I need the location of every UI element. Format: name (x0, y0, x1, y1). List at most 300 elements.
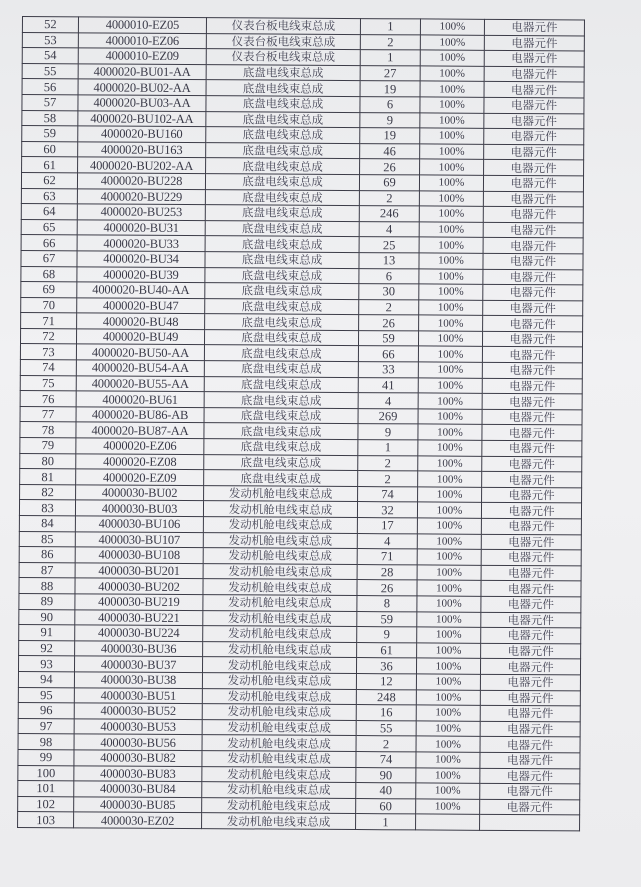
cell-rate: 100% (416, 752, 480, 768)
cell-category: 电器元件 (483, 316, 583, 332)
cell-quantity: 9 (360, 112, 420, 128)
cell-category: 电器元件 (483, 300, 583, 316)
cell-row-number: 54 (22, 48, 78, 64)
cell-part-name: 发动机舱电线束总成 (202, 719, 356, 736)
cell-part-code: 4000020-BU228 (77, 173, 205, 189)
cell-quantity: 246 (359, 206, 419, 222)
cell-category: 电器元件 (483, 222, 583, 238)
cell-category: 电器元件 (481, 565, 581, 581)
cell-quantity: 16 (356, 705, 416, 721)
cell-rate: 100% (418, 346, 482, 362)
cell-part-code: 4000030-BU02 (76, 485, 204, 501)
cell-category: 电器元件 (481, 643, 581, 659)
cell-rate: 100% (419, 268, 483, 284)
cell-row-number: 95 (18, 687, 74, 703)
cell-category: 电器元件 (482, 472, 582, 488)
cell-rate: 100% (419, 284, 483, 300)
cell-part-name: 底盘电线束总成 (204, 407, 358, 424)
cell-category: 电器元件 (484, 160, 584, 176)
cell-quantity: 8 (357, 596, 417, 612)
cell-part-name: 发动机舱电线束总成 (202, 782, 356, 799)
cell-quantity: 32 (357, 502, 417, 518)
cell-category: 电器元件 (482, 440, 582, 456)
cell-part-code: 4000030-BU108 (75, 547, 203, 563)
cell-row-number: 79 (20, 438, 76, 454)
cell-part-code: 4000030-EZ02 (74, 812, 202, 828)
cell-quantity: 9 (357, 627, 417, 643)
cell-part-code: 4000020-BU61 (76, 391, 204, 407)
cell-row-number: 58 (22, 110, 78, 126)
cell-part-name: 底盘电线束总成 (205, 314, 359, 331)
cell-part-code: 4000030-BU224 (75, 625, 203, 641)
table-row (18, 812, 580, 831)
cell-category: 电器元件 (483, 253, 583, 269)
cell-rate: 100% (420, 66, 484, 82)
cell-quantity: 17 (357, 518, 417, 534)
cell-category: 电器元件 (484, 128, 584, 144)
cell-rate: 100% (416, 767, 480, 783)
cell-part-code: 4000030-BU51 (74, 687, 202, 703)
cell-row-number: 78 (20, 422, 76, 438)
cell-row-number: 97 (18, 718, 74, 734)
cell-category: 电器元件 (481, 518, 581, 534)
cell-part-code: 4000030-BU37 (74, 656, 202, 672)
cell-rate: 100% (420, 81, 484, 97)
cell-category: 电器元件 (481, 627, 581, 643)
cell-part-code: 4000030-BU36 (75, 641, 203, 657)
cell-rate: 100% (416, 705, 480, 721)
cell-row-number: 83 (19, 500, 75, 516)
cell-part-code: 4000020-BU39 (77, 266, 205, 282)
cell-category: 电器元件 (484, 35, 584, 51)
cell-rate: 100% (420, 112, 484, 128)
cell-rate: 100% (420, 50, 484, 66)
cell-part-code: 4000020-BU86-AB (76, 407, 204, 423)
cell-part-code: 4000030-BU52 (74, 703, 202, 719)
cell-part-code: 4000020-BU54-AA (76, 360, 204, 376)
cell-quantity: 46 (360, 143, 420, 159)
cell-part-code: 4000030-BU219 (75, 594, 203, 610)
cell-row-number: 96 (18, 703, 74, 719)
cell-quantity: 12 (356, 673, 416, 689)
cell-quantity: 61 (357, 642, 417, 658)
cell-row-number: 60 (22, 141, 78, 157)
cell-part-name: 底盘电线束总成 (204, 361, 358, 378)
cell-category: 电器元件 (480, 799, 580, 815)
cell-row-number: 94 (18, 671, 74, 687)
cell-category: 电器元件 (480, 659, 580, 675)
cell-quantity: 60 (356, 798, 416, 814)
cell-category: 电器元件 (484, 66, 584, 82)
cell-quantity: 19 (360, 81, 420, 97)
cell-quantity: 13 (359, 252, 419, 268)
cell-category: 电器元件 (482, 394, 582, 410)
cell-category: 电器元件 (483, 191, 583, 207)
cell-rate: 100% (418, 331, 482, 347)
cell-quantity: 6 (360, 97, 420, 113)
cell-quantity: 19 (360, 128, 420, 144)
cell-part-name: 发动机舱电线束总成 (203, 517, 357, 534)
cell-category: 电器元件 (480, 674, 580, 690)
cell-quantity: 2 (359, 190, 419, 206)
cell-part-name: 底盘电线束总成 (204, 392, 358, 409)
cell-quantity: 2 (358, 471, 418, 487)
cell-quantity: 41 (358, 377, 418, 393)
cell-part-name: 底盘电线束总成 (204, 345, 358, 362)
cell-rate: 100% (418, 487, 482, 503)
cell-part-name: 发动机舱电线束总成 (203, 610, 357, 627)
cell-part-code: 4000020-BU40-AA (77, 282, 205, 298)
cell-rate: 100% (417, 565, 481, 581)
cell-rate: 100% (418, 471, 482, 487)
cell-quantity: 4 (358, 393, 418, 409)
cell-quantity: 248 (356, 689, 416, 705)
cell-rate: 100% (417, 627, 481, 643)
cell-category: 电器元件 (483, 238, 583, 254)
cell-row-number: 91 (19, 625, 75, 641)
cell-part-code: 4000030-BU107 (75, 531, 203, 547)
cell-rate: 100% (417, 502, 481, 518)
cell-part-code: 4000020-BU55-AA (76, 375, 204, 391)
cell-rate: 100% (420, 97, 484, 113)
cell-row-number: 52 (22, 17, 78, 33)
cell-quantity: 40 (356, 783, 416, 799)
cell-category: 电器元件 (480, 783, 580, 799)
cell-row-number: 75 (20, 375, 76, 391)
cell-quantity: 1 (358, 440, 418, 456)
cell-row-number: 70 (21, 297, 77, 313)
cell-part-code: 4000030-BU221 (75, 609, 203, 625)
parts-table-body (18, 17, 585, 831)
parts-table (17, 16, 585, 831)
cell-part-name: 发动机舱电线束总成 (203, 563, 357, 580)
cell-rate: 100% (419, 175, 483, 191)
cell-quantity: 2 (356, 736, 416, 752)
cell-quantity: 36 (356, 658, 416, 674)
cell-category (480, 815, 580, 831)
cell-rate: 100% (420, 159, 484, 175)
cell-quantity: 66 (358, 346, 418, 362)
cell-part-name: 底盘电线束总成 (205, 189, 359, 206)
cell-part-name: 底盘电线束总成 (206, 96, 360, 113)
cell-rate: 100% (418, 409, 482, 425)
cell-part-code: 4000030-BU202 (75, 578, 203, 594)
cell-row-number: 76 (20, 391, 76, 407)
cell-part-name: 底盘电线束总成 (204, 439, 358, 456)
cell-part-code: 4000030-BU85 (74, 797, 202, 813)
cell-category: 电器元件 (482, 425, 582, 441)
cell-part-name: 发动机舱电线束总成 (203, 532, 357, 549)
cell-category: 电器元件 (480, 690, 580, 706)
cell-category: 电器元件 (484, 51, 584, 67)
cell-part-name: 底盘电线束总成 (205, 205, 359, 222)
cell-part-code: 4000030-BU82 (74, 750, 202, 766)
cell-category: 电器元件 (481, 581, 581, 597)
cell-part-name: 发动机舱电线束总成 (203, 548, 357, 565)
cell-category: 电器元件 (480, 752, 580, 768)
cell-rate: 100% (418, 440, 482, 456)
cell-part-code: 4000020-BU49 (76, 329, 204, 345)
cell-category: 电器元件 (480, 768, 580, 784)
cell-part-name: 底盘电线束总成 (205, 236, 359, 253)
cell-rate: 100% (416, 689, 480, 705)
cell-part-name: 发动机舱电线束总成 (202, 688, 356, 705)
cell-quantity: 25 (359, 237, 419, 253)
cell-part-code: 4000020-BU229 (77, 188, 205, 204)
cell-rate: 100% (420, 128, 484, 144)
cell-part-name: 发动机舱电线束总成 (202, 751, 356, 768)
cell-part-code: 4000020-BU31 (77, 220, 205, 236)
cell-category: 电器元件 (483, 284, 583, 300)
cell-row-number: 57 (22, 94, 78, 110)
cell-part-code: 4000020-BU253 (77, 204, 205, 220)
cell-row-number: 90 (19, 609, 75, 625)
cell-part-name: 底盘电线束总成 (206, 158, 360, 175)
cell-quantity: 2 (358, 455, 418, 471)
cell-part-name: 底盘电线束总成 (205, 283, 359, 300)
cell-part-code: 4000030-BU84 (74, 781, 202, 797)
cell-row-number: 73 (20, 344, 76, 360)
cell-part-code: 4000020-BU50-AA (76, 344, 204, 360)
cell-category: 电器元件 (483, 175, 583, 191)
cell-row-number: 62 (21, 172, 77, 188)
cell-rate: 100% (417, 549, 481, 565)
cell-quantity: 26 (359, 315, 419, 331)
cell-rate: 100% (420, 144, 484, 160)
cell-row-number: 93 (18, 656, 74, 672)
cell-part-code: 4000010-EZ06 (78, 32, 206, 48)
cell-row-number: 63 (21, 188, 77, 204)
cell-rate: 100% (416, 783, 480, 799)
cell-rate: 100% (417, 611, 481, 627)
cell-quantity: 28 (357, 564, 417, 580)
cell-rate: 100% (419, 190, 483, 206)
cell-part-code: 4000020-BU47 (77, 298, 205, 314)
cell-rate: 100% (419, 253, 483, 269)
cell-category: 电器元件 (482, 409, 582, 425)
cell-rate: 100% (417, 534, 481, 550)
cell-quantity: 55 (356, 720, 416, 736)
cell-part-name: 底盘电线束总成 (205, 220, 359, 237)
cell-quantity: 59 (358, 330, 418, 346)
cell-part-name: 发动机舱电线束总成 (202, 766, 356, 783)
cell-row-number: 99 (18, 749, 74, 765)
cell-rate: 100% (420, 19, 484, 35)
cell-part-name: 发动机舱电线束总成 (203, 626, 357, 643)
cell-part-name: 底盘电线束总成 (204, 470, 358, 487)
cell-part-code: 4000020-BU03-AA (78, 95, 206, 111)
printed-sheet (17, 16, 585, 831)
cell-rate: 100% (417, 596, 481, 612)
cell-part-name: 发动机舱电线束总成 (204, 485, 358, 502)
cell-quantity: 9 (358, 424, 418, 440)
cell-part-name: 底盘电线束总成 (206, 111, 360, 128)
cell-part-name: 发动机舱电线束总成 (202, 657, 356, 674)
cell-category: 电器元件 (482, 456, 582, 472)
cell-category: 电器元件 (483, 269, 583, 285)
cell-row-number: 82 (20, 484, 76, 500)
cell-part-name: 仪表台板电线束总成 (206, 33, 360, 50)
cell-quantity: 74 (358, 486, 418, 502)
cell-row-number: 100 (18, 765, 74, 781)
cell-quantity: 2 (360, 34, 420, 50)
cell-row-number: 68 (21, 266, 77, 282)
cell-category: 电器元件 (482, 331, 582, 347)
cell-part-name: 发动机舱电线束总成 (202, 673, 356, 690)
cell-part-name: 底盘电线束总成 (204, 454, 358, 471)
cell-row-number: 81 (20, 469, 76, 485)
cell-part-name: 底盘电线束总成 (205, 298, 359, 315)
cell-category: 电器元件 (481, 596, 581, 612)
cell-part-code: 4000030-BU53 (74, 719, 202, 735)
cell-row-number: 72 (20, 328, 76, 344)
cell-row-number: 74 (20, 360, 76, 376)
cell-rate: 100% (419, 206, 483, 222)
cell-rate: 100% (416, 736, 480, 752)
cell-part-code: 4000030-BU03 (75, 500, 203, 516)
cell-row-number: 86 (19, 547, 75, 563)
cell-row-number: 67 (21, 250, 77, 266)
cell-row-number: 61 (22, 157, 78, 173)
cell-part-name: 发动机舱电线束总成 (203, 579, 357, 596)
cell-category: 电器元件 (484, 19, 584, 35)
cell-part-name: 发动机舱电线束总成 (202, 735, 356, 752)
cell-category: 电器元件 (481, 503, 581, 519)
cell-part-code: 4000030-BU38 (74, 672, 202, 688)
cell-row-number: 102 (18, 796, 74, 812)
cell-row-number: 103 (18, 812, 74, 828)
cell-part-name: 底盘电线束总成 (204, 423, 358, 440)
cell-quantity: 4 (359, 221, 419, 237)
cell-category: 电器元件 (480, 721, 580, 737)
cell-quantity: 30 (359, 284, 419, 300)
cell-part-code: 4000010-EZ09 (78, 48, 206, 64)
cell-category: 电器元件 (481, 534, 581, 550)
cell-quantity: 4 (357, 533, 417, 549)
cell-part-code: 4000020-BU163 (78, 142, 206, 158)
cell-rate: 100% (418, 424, 482, 440)
cell-category: 电器元件 (484, 82, 584, 98)
cell-quantity: 6 (359, 268, 419, 284)
cell-row-number: 87 (19, 562, 75, 578)
cell-quantity: 1 (360, 50, 420, 66)
cell-rate: 100% (416, 674, 480, 690)
cell-part-name: 底盘电线束总成 (204, 376, 358, 393)
cell-part-code: 4000030-BU106 (75, 516, 203, 532)
cell-part-name: 底盘电线束总成 (206, 80, 360, 97)
cell-quantity: 2 (359, 299, 419, 315)
cell-part-name: 发动机舱电线束总成 (202, 797, 356, 814)
cell-category: 电器元件 (483, 206, 583, 222)
cell-part-code: 4000020-BU202-AA (78, 157, 206, 173)
cell-row-number: 66 (21, 235, 77, 251)
cell-row-number: 101 (18, 781, 74, 797)
cell-quantity: 26 (360, 159, 420, 175)
cell-part-name: 发动机舱电线束总成 (203, 595, 357, 612)
cell-row-number: 53 (22, 32, 78, 48)
cell-part-code: 4000020-BU01-AA (78, 64, 206, 80)
cell-part-code: 4000020-BU102-AA (78, 110, 206, 126)
cell-quantity: 69 (359, 175, 419, 191)
cell-part-name: 仪表台板电线束总成 (206, 18, 360, 35)
cell-rate: 100% (416, 658, 480, 674)
cell-part-code: 4000020-BU87-AA (76, 422, 204, 438)
cell-row-number: 55 (22, 63, 78, 79)
cell-quantity: 71 (357, 549, 417, 565)
cell-quantity: 1 (360, 19, 420, 35)
cell-part-name: 底盘电线束总成 (205, 267, 359, 284)
cell-part-code: 4000030-BU83 (74, 765, 202, 781)
cell-rate: 100% (417, 643, 481, 659)
cell-part-code: 4000020-EZ09 (76, 469, 204, 485)
cell-rate: 100% (418, 393, 482, 409)
cell-quantity: 269 (358, 408, 418, 424)
cell-part-code: 4000010-EZ05 (78, 17, 206, 33)
cell-part-code: 4000020-BU33 (77, 235, 205, 251)
cell-rate: 100% (420, 35, 484, 51)
cell-part-code: 4000030-BU56 (74, 734, 202, 750)
cell-part-name: 底盘电线束总成 (206, 142, 360, 159)
cell-row-number: 65 (21, 219, 77, 235)
cell-row-number: 77 (20, 406, 76, 422)
cell-rate: 100% (419, 222, 483, 238)
cell-part-code: 4000020-BU160 (78, 126, 206, 142)
cell-rate: 100% (419, 315, 483, 331)
cell-row-number: 88 (19, 578, 75, 594)
cell-quantity: 1 (356, 814, 416, 830)
cell-rate: 100% (416, 721, 480, 737)
cell-part-name: 发动机舱电线束总成 (202, 704, 356, 721)
cell-row-number: 56 (22, 79, 78, 95)
cell-row-number: 85 (19, 531, 75, 547)
cell-rate: 100% (416, 799, 480, 815)
cell-rate: 100% (418, 378, 482, 394)
cell-row-number: 69 (21, 282, 77, 298)
cell-row-number: 98 (18, 734, 74, 750)
cell-part-name: 底盘电线束总成 (206, 127, 360, 144)
cell-row-number: 80 (20, 453, 76, 469)
cell-rate (416, 814, 480, 830)
cell-row-number: 64 (21, 204, 77, 220)
cell-part-name: 底盘电线束总成 (206, 64, 360, 81)
cell-quantity: 27 (360, 65, 420, 81)
cell-category: 电器元件 (481, 550, 581, 566)
cell-row-number: 59 (22, 126, 78, 142)
cell-category: 电器元件 (482, 487, 582, 503)
cell-category: 电器元件 (484, 113, 584, 129)
cell-category: 电器元件 (480, 737, 580, 753)
cell-part-code: 4000020-EZ06 (76, 438, 204, 454)
cell-part-name: 仪表台板电线束总成 (206, 49, 360, 66)
cell-row-number: 89 (19, 593, 75, 609)
cell-part-code: 4000020-BU48 (77, 313, 205, 329)
cell-part-code: 4000020-EZ08 (76, 453, 204, 469)
cell-part-code: 4000030-BU201 (75, 563, 203, 579)
cell-rate: 100% (417, 518, 481, 534)
cell-part-code: 4000020-BU34 (77, 251, 205, 267)
cell-category: 电器元件 (484, 97, 584, 113)
cell-part-name: 发动机舱电线束总成 (202, 813, 356, 830)
cell-part-name: 底盘电线束总成 (205, 252, 359, 269)
cell-category: 电器元件 (481, 612, 581, 628)
cell-category: 电器元件 (482, 362, 582, 378)
cell-row-number: 92 (19, 640, 75, 656)
cell-part-name: 底盘电线束总成 (204, 329, 358, 346)
cell-quantity: 26 (357, 580, 417, 596)
cell-rate: 100% (418, 362, 482, 378)
cell-quantity: 59 (357, 611, 417, 627)
cell-part-name: 发动机舱电线束总成 (203, 641, 357, 658)
